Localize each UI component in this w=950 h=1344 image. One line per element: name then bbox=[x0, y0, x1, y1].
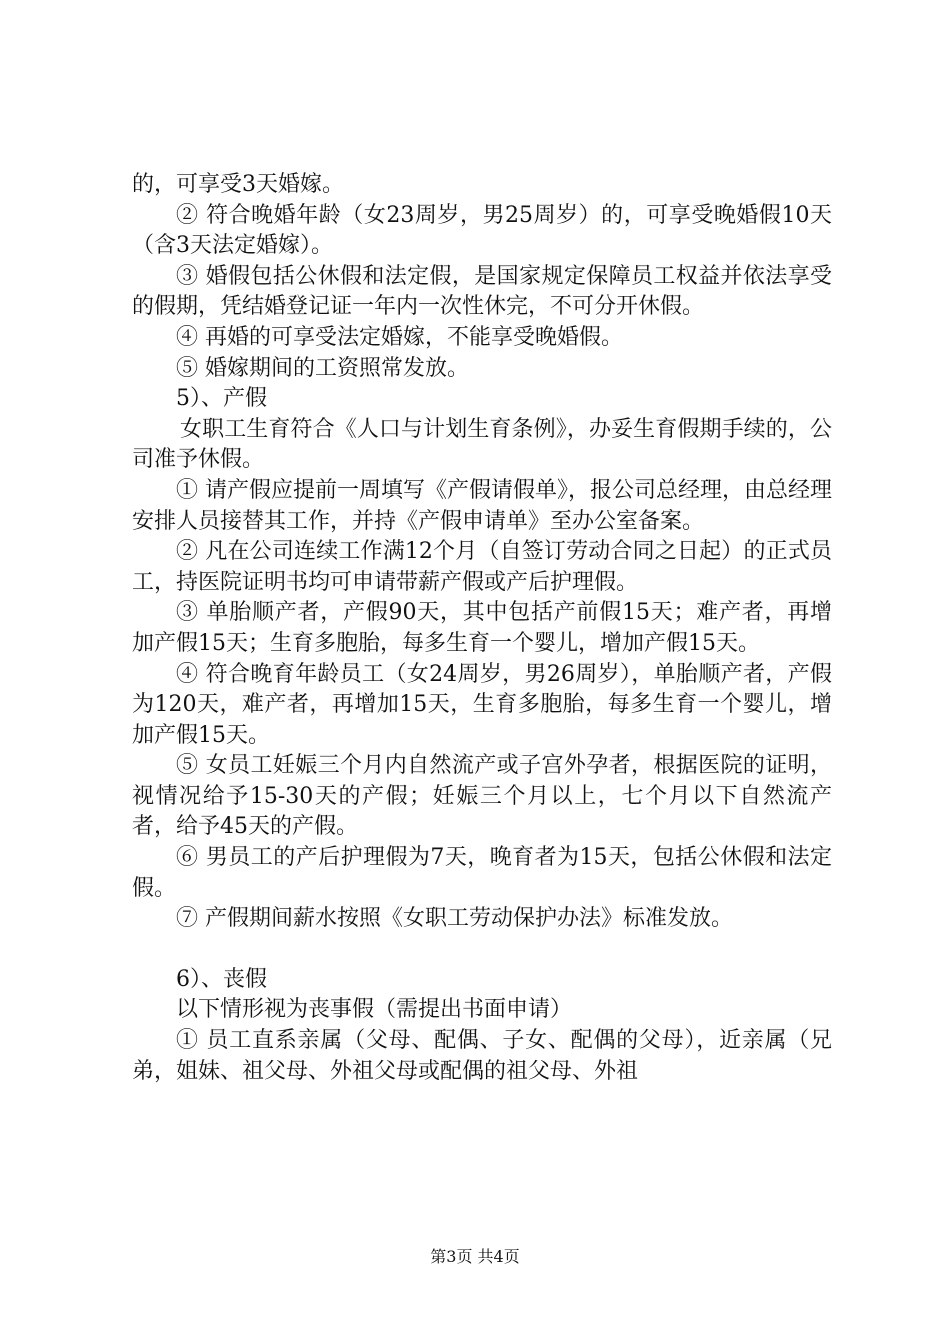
paragraph: ① 员工直系亲属（父母、配偶、子女、配偶的父母），近亲属（兄弟，姐妹、祖父母、外祖父母或配偶的祖父母、外祖 bbox=[132, 1028, 832, 1084]
paragraph: 的，可享受3天婚嫁。 bbox=[132, 172, 344, 197]
paragraph: ③ 婚假包括公休假和法定假，是国家规定保障员工权益并依法享受的假期，凭结婚登记证一年内一次性休完，不可分开休假。 bbox=[132, 263, 832, 320]
paragraph: ④ 再婚的可享受法定婚嫁，不能享受晚婚假。 bbox=[176, 324, 623, 350]
paragraph: ② 凡在公司连续工作满12个月（自签订劳动合同之日起）的正式员工，持医院证明书均可申请带薪产假或产后护理假。 bbox=[132, 539, 832, 595]
paragraph: ② 符合晚婚年龄（女23周岁，男25周岁）的，可享受晚婚假10天（含3天法定婚嫁）。 bbox=[132, 202, 832, 259]
paragraph: ③ 单胎顺产者，产假90天，其中包括产前假15天；难产者，再增加产假15天；生育多胞胎，每多生育一个婴儿，增加产假15天。 bbox=[132, 600, 832, 656]
paragraph: 以下情形视为丧事假（需提出书面申请） bbox=[176, 997, 573, 1023]
paragraph: ⑤ 女员工妊娠三个月内自然流产或子宫外孕者，根据医院的证明，视情况给予15-30天的产假；妊娠三个月以上，七个月以下自然流产者，给予45天的产假。 bbox=[132, 753, 832, 840]
section-heading: 5）、产假 bbox=[176, 386, 267, 412]
paragraph: ⑤ 婚嫁期间的工资照常发放。 bbox=[176, 355, 469, 381]
paragraph: ① 请产假应提前一周填写《产假请假单》，报公司总经理，由总经理安排人员接替其工作，并持《产假申请单》至办公室备案。 bbox=[132, 477, 832, 534]
document-body bbox=[132, 170, 832, 1087]
paragraph: 女职工生育符合《人口与计划生育条例》，办妥生育假期手续的，公司准予休假。 bbox=[132, 416, 832, 473]
paragraph: ⑥ 男员工的产后护理假为7天，晚育者为15天，包括公休假和法定假。 bbox=[132, 845, 832, 901]
paragraph: ④ 符合晚育年龄员工（女24周岁，男26周岁），单胎顺产者，产假为120天，难产者，再增加15天，生育多胞胎，每多生育一个婴儿，增加产假15天。 bbox=[132, 661, 832, 748]
blank-line bbox=[132, 935, 832, 965]
section-heading: 6）、丧假 bbox=[176, 966, 267, 992]
paragraph: ⑦ 产假期间薪水按照《女职工劳动保护办法》标准发放。 bbox=[176, 906, 733, 932]
page-footer: 第3页 共4页 bbox=[430, 1247, 520, 1266]
